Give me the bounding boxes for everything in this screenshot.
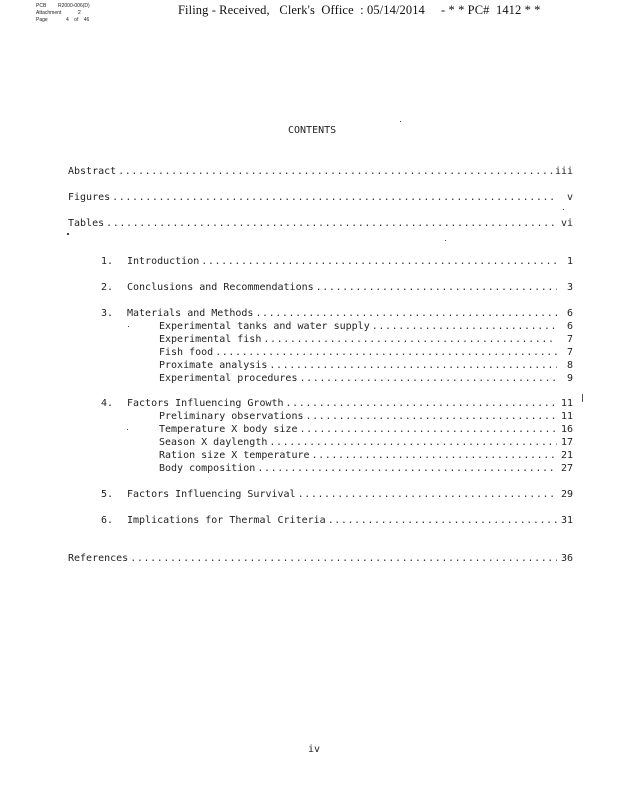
- toc-page: 21: [560, 450, 573, 461]
- toc-leader: [269, 359, 557, 372]
- toc-entry-section[interactable]: [159, 462, 573, 475]
- toc-leader: [312, 449, 557, 462]
- toc-page: 1: [566, 256, 573, 267]
- toc-leader: [112, 191, 557, 204]
- meta-row: [36, 10, 90, 17]
- toc-page: 17: [560, 437, 573, 448]
- toc-entry-chapter-1[interactable]: [101, 255, 573, 268]
- toc-leader: [257, 462, 557, 475]
- meta-value: R2000-006(D): [58, 3, 90, 9]
- toc-number: 6.: [101, 515, 114, 526]
- toc-entry-section[interactable]: [159, 423, 573, 436]
- meta-row: [36, 3, 90, 10]
- scan-speck: [400, 121, 401, 122]
- toc-entry-section[interactable]: [159, 320, 573, 333]
- toc-leader: [263, 333, 557, 346]
- toc-label: Temperature X body size: [159, 424, 298, 435]
- toc-leader: [286, 397, 557, 410]
- toc-entry-section[interactable]: [159, 436, 573, 449]
- toc-entry-section[interactable]: [159, 359, 573, 372]
- toc-page: 7: [566, 347, 573, 358]
- toc-entry-chapter-4[interactable]: [101, 397, 573, 410]
- toc-number: 5.: [101, 489, 114, 500]
- meta-value: 4 of 46: [66, 17, 90, 23]
- toc-leader: [328, 514, 557, 527]
- toc-label: Implications for Thermal Criteria: [127, 515, 326, 526]
- toc-number: 1.: [101, 256, 114, 267]
- scan-mark: [582, 394, 583, 402]
- toc-entry-figures[interactable]: [68, 191, 573, 204]
- toc-entry-section[interactable]: [159, 410, 573, 423]
- toc-leader: [269, 436, 557, 449]
- toc-entry-section[interactable]: [159, 372, 573, 385]
- meta-key: PCB: [36, 3, 47, 9]
- toc-label: Tables: [68, 218, 105, 229]
- toc-page: 11: [560, 398, 573, 409]
- toc-page: 9: [566, 373, 573, 384]
- toc-entry-chapter-5[interactable]: [101, 488, 573, 501]
- toc-label: Fish food: [159, 347, 214, 358]
- toc-entry-chapter-3[interactable]: [101, 307, 573, 320]
- meta-key: Page: [36, 17, 48, 23]
- toc-label: Experimental procedures: [159, 373, 298, 384]
- toc-label: Abstract: [68, 166, 117, 177]
- meta-key: Attachment: [36, 10, 62, 16]
- toc-leader: [130, 552, 557, 565]
- toc-entry-section[interactable]: [159, 449, 573, 462]
- contents-title: CONTENTS: [288, 125, 337, 136]
- toc-label: Proximate analysis: [159, 360, 268, 371]
- toc-number: 3.: [101, 308, 114, 319]
- toc-label: Figures: [68, 192, 111, 203]
- toc-leader: [299, 372, 557, 385]
- toc-entry-section[interactable]: [159, 333, 573, 346]
- scan-speck: [127, 429, 128, 430]
- toc-leader: [106, 217, 557, 230]
- toc-page: 7: [566, 334, 573, 345]
- toc-label: Factors Influencing Growth: [127, 398, 284, 409]
- toc-leader: [306, 410, 558, 423]
- toc-page: 11: [560, 411, 573, 422]
- meta-row: [36, 17, 90, 24]
- toc-number: 2.: [101, 282, 114, 293]
- toc-label: Season X daylength: [159, 437, 268, 448]
- toc-label: Conclusions and Recommendations: [127, 282, 314, 293]
- scan-speck: [67, 233, 69, 235]
- toc-page: 3: [566, 282, 573, 293]
- toc-label: Experimental tanks and water supply: [159, 321, 370, 332]
- toc-leader: [316, 281, 557, 294]
- toc-page: 31: [560, 515, 573, 526]
- scan-speck: [445, 240, 446, 241]
- scan-speck: [563, 209, 564, 210]
- toc-page: vi: [560, 218, 573, 229]
- toc-page: 8: [566, 360, 573, 371]
- toc-leader: [255, 307, 557, 320]
- filing-meta: [36, 3, 90, 24]
- toc-label: Experimental fish: [159, 334, 262, 345]
- meta-value: 2: [78, 10, 81, 16]
- toc-label: Body composition: [159, 463, 256, 474]
- toc-leader: [372, 320, 557, 333]
- page-number: iv: [308, 744, 321, 755]
- toc-entry-references[interactable]: [68, 552, 573, 565]
- toc-leader: [201, 255, 557, 268]
- toc-entry-section[interactable]: [159, 346, 573, 359]
- scan-speck: [128, 326, 129, 327]
- toc-entry-chapter-2[interactable]: [101, 281, 573, 294]
- toc-page: 36: [560, 553, 573, 564]
- toc-page: 29: [560, 489, 573, 500]
- filing-stamp: Filing - Received, Clerk's Office : 05/14/2014 - * * PC# 1412 * *: [178, 3, 541, 17]
- toc-page: v: [566, 192, 573, 203]
- toc-page: 6: [566, 308, 573, 319]
- toc-leader: [215, 346, 557, 359]
- toc-label: Ration size X temperature: [159, 450, 310, 461]
- toc-label: Materials and Methods: [127, 308, 254, 319]
- toc-page: 16: [560, 424, 573, 435]
- toc-label: Introduction: [127, 256, 200, 267]
- toc-leader: [299, 423, 557, 436]
- toc-entry-abstract[interactable]: [68, 165, 573, 178]
- toc-page: 6: [566, 321, 573, 332]
- toc-number: 4.: [101, 398, 114, 409]
- toc-entry-chapter-6[interactable]: [101, 514, 573, 527]
- toc-leader: [298, 488, 557, 501]
- toc-page: iii: [554, 166, 573, 177]
- toc-label: References: [68, 553, 129, 564]
- toc-entry-tables[interactable]: [68, 217, 573, 230]
- toc-leader: [118, 165, 553, 178]
- toc-label: Factors Influencing Survival: [127, 489, 296, 500]
- toc-label: Preliminary observations: [159, 411, 304, 422]
- toc-page: 27: [560, 463, 573, 474]
